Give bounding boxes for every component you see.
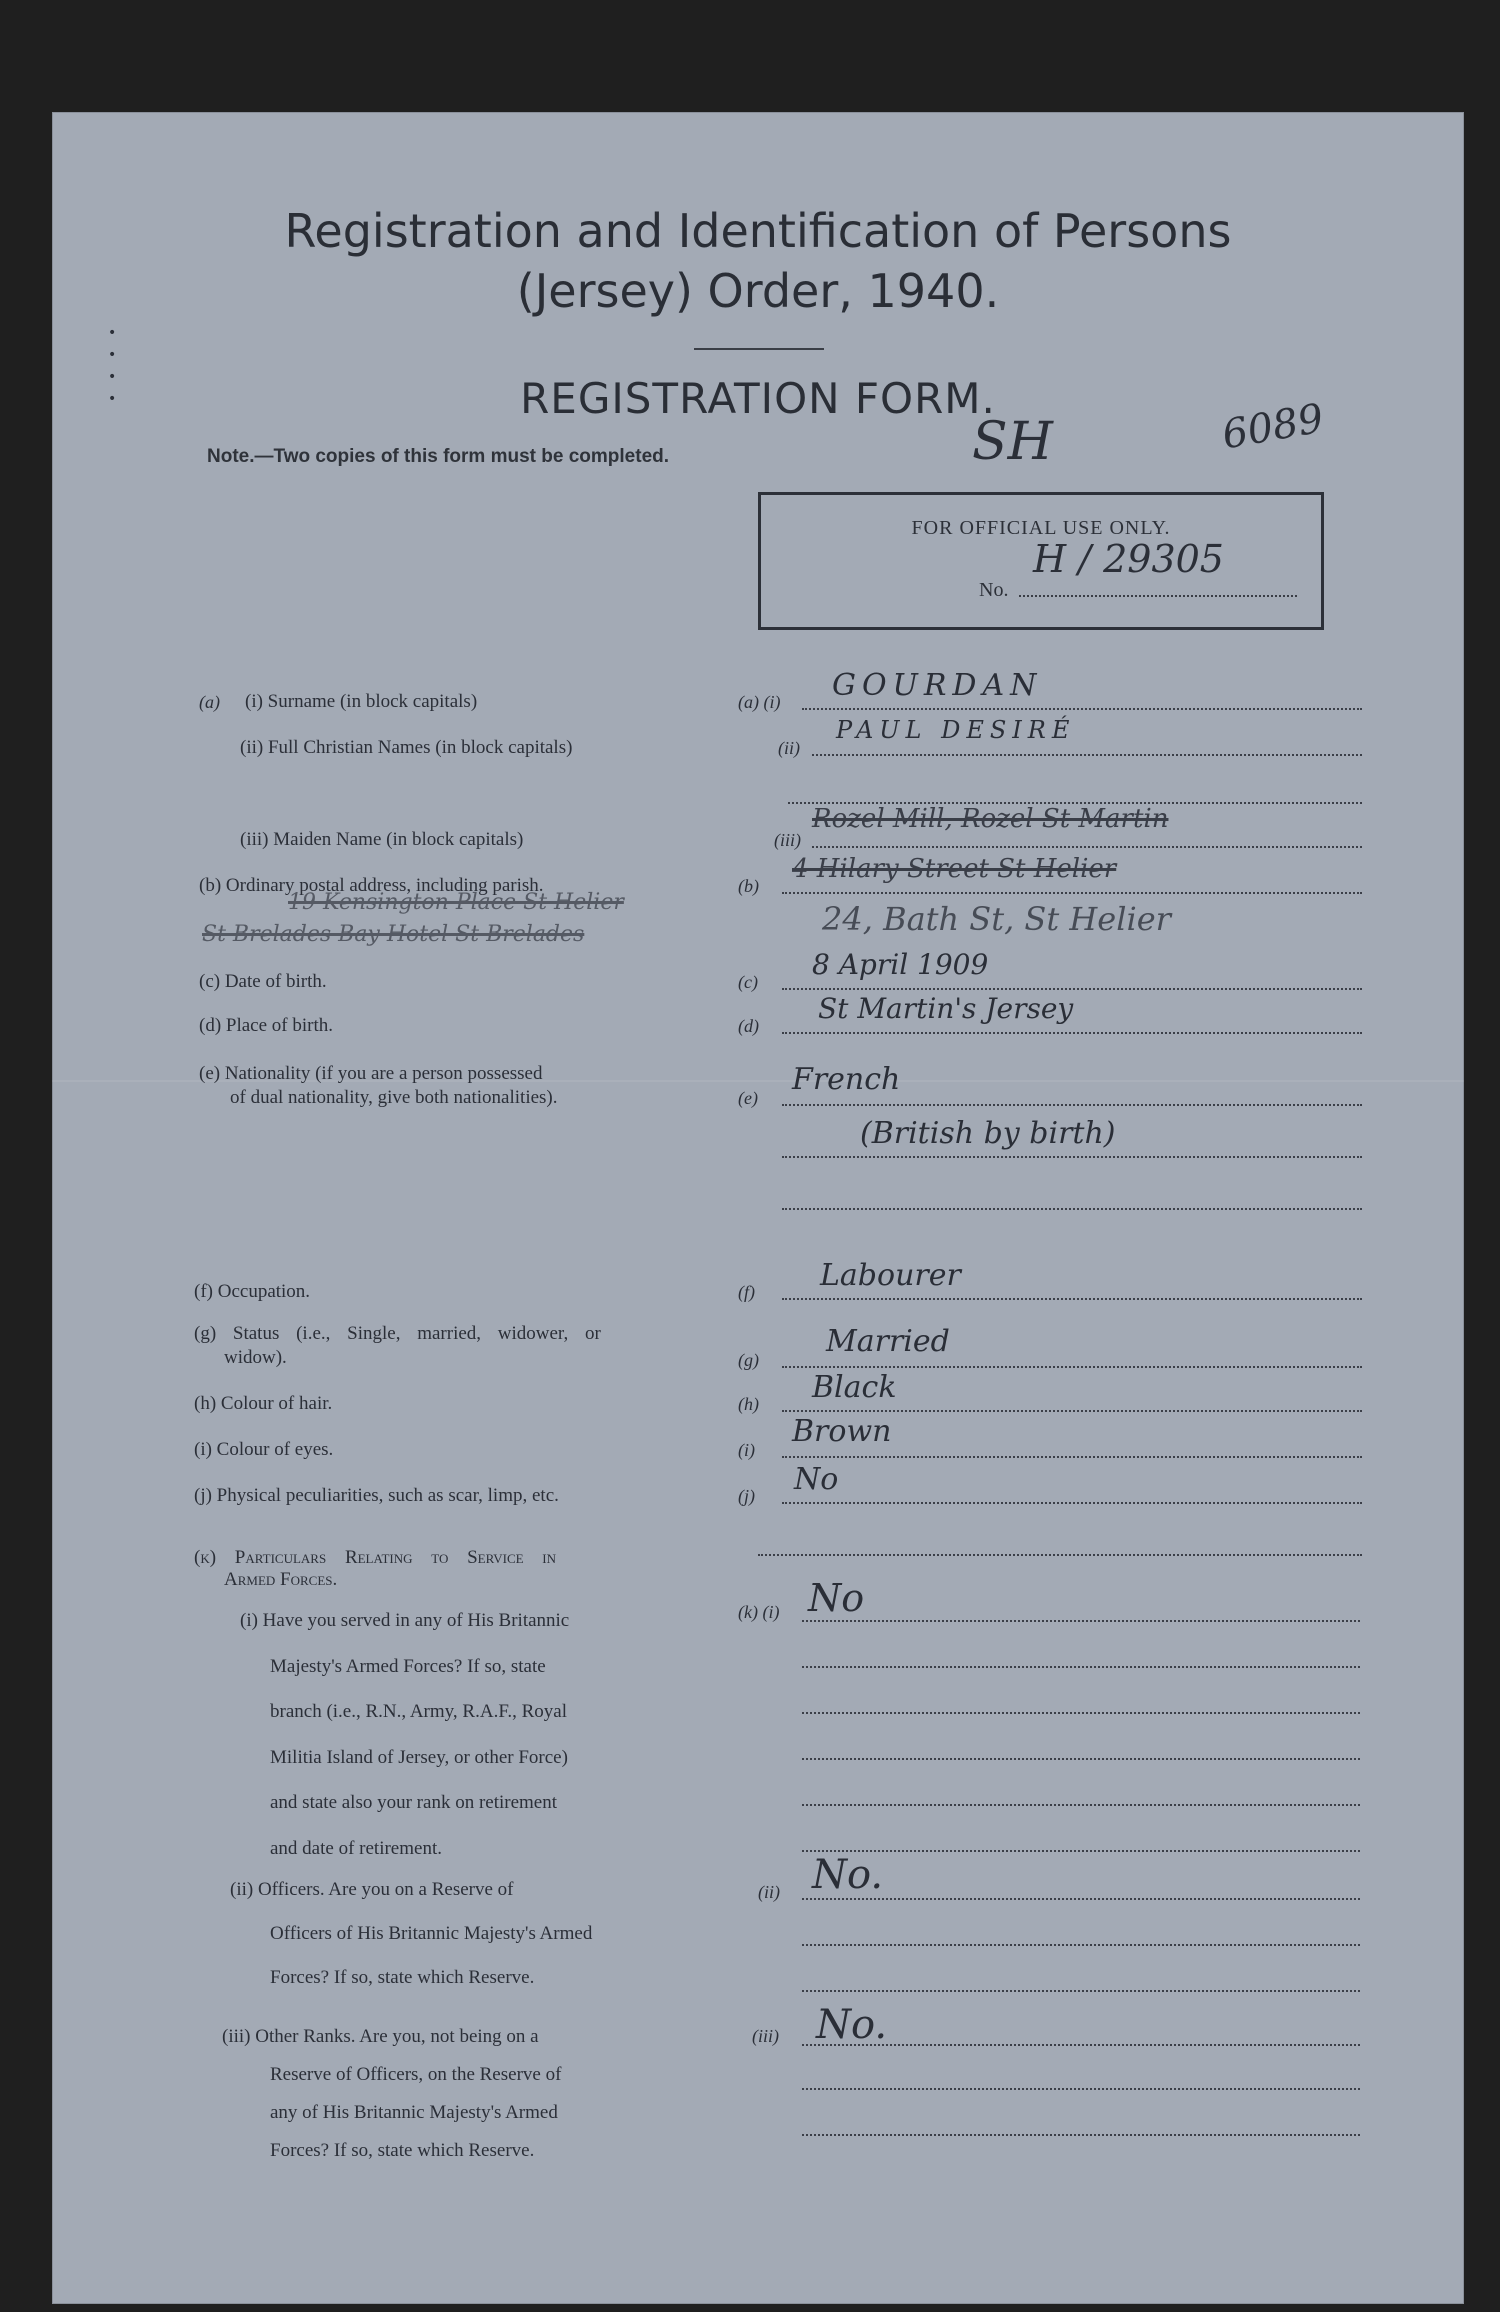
status-value: Married [826, 1324, 950, 1359]
other-ranks-q-line1: (iii) Other Ranks. Are you, not being on a [222, 2026, 539, 2047]
armed-forces-i-line-2 [802, 1666, 1360, 1668]
occupation-label: (f) Occupation. [194, 1281, 311, 1302]
armed-forces-q-i-line2: Majesty's Armed Forces? If so, state [270, 1655, 546, 1677]
nationality-line-3 [782, 1208, 1362, 1210]
christian-names-line [812, 754, 1362, 756]
place-of-birth-marker: (d) [738, 1016, 759, 1036]
postal-address-line [782, 892, 1362, 894]
armed-forces-q-i-line6: and date of retirement. [270, 1837, 442, 1859]
nationality-line-1 [782, 1104, 1362, 1106]
nationality-label-2: of dual nationality, give both nationalities). [230, 1087, 558, 1108]
occupation-marker: (f) [738, 1282, 755, 1302]
christian-names-value: PAUL DESIRÉ [836, 716, 1076, 744]
officers-reserve-line-1 [802, 1898, 1360, 1900]
armed-forces-i-line-1 [802, 1620, 1360, 1622]
status-marker: (g) [738, 1350, 759, 1370]
title-divider [694, 348, 824, 350]
place-of-birth-label: (d) Place of birth. [199, 1015, 334, 1036]
postal-address-struck-value: 4 Hilary Street St Helier [792, 854, 1117, 884]
maiden-name-marker: (iii) [774, 830, 801, 850]
other-ranks-q-line3: any of His Britannic Majesty's Armed [270, 2102, 558, 2123]
christian-names-marker: (ii) [778, 738, 800, 758]
official-number-line [1019, 595, 1297, 597]
officers-reserve-value: No. [812, 1852, 884, 1898]
place-of-birth-value: St Martin's Jersey [818, 992, 1074, 1025]
other-ranks-question [222, 2018, 561, 2170]
postal-address-value: 24, Bath St, St Helier [822, 900, 1171, 938]
form-title-line2: (Jersey) Order, 1940. [516, 264, 1000, 318]
official-use-heading: FOR OFFICIAL USE ONLY. [911, 517, 1171, 539]
maiden-name-struck-value: Rozel Mill, Rozel St Martin [812, 804, 1169, 834]
date-of-birth-label: (c) Date of birth. [199, 971, 327, 992]
officers-q-line3: Forces? If so, state which Reserve. [270, 1967, 535, 1988]
other-ranks-value: No. [816, 2002, 888, 2048]
form-title-line1: Registration and Identification of Persons [284, 204, 1232, 258]
surname-line [802, 708, 1362, 710]
nationality-line-2 [782, 1156, 1362, 1158]
other-ranks-marker: (iii) [752, 2026, 779, 2046]
other-ranks-q-line2: Reserve of Officers, on the Reserve of [270, 2064, 562, 2085]
physical-peculiarities-value: No [794, 1462, 839, 1497]
armed-forces-i-line-4 [802, 1758, 1360, 1760]
date-of-birth-line [782, 988, 1362, 990]
nationality-value-1: French [792, 1062, 901, 1097]
surname-marker: (a) (i) [738, 692, 781, 712]
armed-forces-heading-1: (k) Particulars Relating to Service in [194, 1547, 557, 1568]
armed-forces-i-value: No [808, 1576, 865, 1620]
previous-address-struck-1: 19 Kensington Place St Helier [288, 890, 624, 915]
place-of-birth-line [782, 1032, 1362, 1034]
christian-names-label: (ii) Full Christian Names (in block capitals) [240, 737, 573, 758]
status-label-2: widow). [224, 1347, 287, 1368]
armed-forces-i-line-5 [802, 1804, 1360, 1806]
physical-peculiarities-marker: (j) [738, 1486, 755, 1506]
armed-forces-question-i [240, 1598, 569, 1871]
armed-forces-i-line-6 [802, 1850, 1360, 1852]
maiden-name-label: (iii) Maiden Name (in block capitals) [240, 829, 524, 850]
armed-forces-q-i-line1: (i) Have you served in any of His Britannic [240, 1610, 570, 1631]
status-line [782, 1366, 1362, 1368]
official-number-label: No. [979, 579, 1009, 601]
other-ranks-line-3 [802, 2134, 1360, 2136]
margin-punch-marks: • • • • [108, 325, 117, 407]
armed-forces-q-i-line4: Militia Island of Jersey, or other Force) [270, 1746, 568, 1768]
nationality-marker: (e) [738, 1088, 758, 1108]
hair-colour-label: (h) Colour of hair. [194, 1393, 333, 1414]
registration-form-heading: REGISTRATION FORM. [520, 374, 996, 423]
occupation-value: Labourer [820, 1258, 961, 1293]
handwritten-initials: SH [972, 412, 1053, 472]
physical-peculiarities-line [782, 1502, 1362, 1504]
handwritten-corner-number: 6089 [1218, 395, 1328, 459]
date-of-birth-value: 8 April 1909 [812, 948, 989, 981]
nationality-label-1: (e) Nationality (if you are a person possessed [199, 1063, 543, 1084]
hair-colour-line [782, 1410, 1362, 1412]
official-use-box [758, 492, 1324, 630]
other-ranks-line-2 [802, 2088, 1360, 2090]
maiden-name-line [812, 846, 1362, 848]
armed-forces-q-i-line3: branch (i.e., R.N., Army, R.A.F., Royal [270, 1701, 567, 1722]
previous-address-struck-2: St Brelades Bay Hotel St Brelades [202, 922, 585, 947]
postal-address-label: (b) Ordinary postal address, including parish. [199, 875, 544, 896]
officers-reserve-question [230, 1868, 592, 2000]
eye-colour-label: (i) Colour of eyes. [194, 1439, 334, 1460]
eye-colour-marker: (i) [738, 1440, 755, 1460]
officers-reserve-marker: (ii) [758, 1882, 780, 1902]
armed-forces-heading-2: Armed Forces. [224, 1569, 338, 1590]
officers-reserve-line-2 [802, 1944, 1360, 1946]
surname-value: GOURDAN [832, 668, 1043, 703]
physical-peculiarities-label: (j) Physical peculiarities, such as scar, limp, etc. [194, 1485, 559, 1506]
surname-label: (i) Surname (in block capitals) [245, 691, 478, 712]
armed-forces-i-marker: (k) (i) [738, 1602, 780, 1622]
eye-colour-value: Brown [792, 1414, 892, 1449]
officers-q-line2: Officers of His Britannic Majesty's Armed [270, 1923, 593, 1944]
occupation-line [782, 1298, 1362, 1300]
status-label-1: (g) Status (i.e., Single, married, widower, or [194, 1323, 601, 1344]
armed-forces-i-line-3 [802, 1712, 1360, 1714]
officers-q-line1: (ii) Officers. Are you on a Reserve of [230, 1879, 514, 1900]
physical-peculiarities-line-2 [758, 1554, 1362, 1556]
date-of-birth-marker: (c) [738, 972, 758, 992]
hair-colour-marker: (h) [738, 1394, 759, 1414]
field-a-marker: (a) [199, 692, 220, 712]
other-ranks-q-line4: Forces? If so, state which Reserve. [270, 2140, 535, 2161]
officers-reserve-line-3 [802, 1990, 1360, 1992]
official-number-value: H / 29305 [1033, 537, 1224, 581]
copies-note: Note.—Two copies of this form must be completed. [207, 446, 670, 467]
nationality-value-2: (British by birth) [860, 1116, 1116, 1151]
postal-address-marker: (b) [738, 876, 759, 896]
armed-forces-q-i-line5: and state also your rank on retirement [270, 1792, 558, 1813]
registration-form-sheet [52, 112, 1464, 2304]
hair-colour-value: Black [812, 1370, 897, 1405]
eye-colour-line [782, 1456, 1362, 1458]
